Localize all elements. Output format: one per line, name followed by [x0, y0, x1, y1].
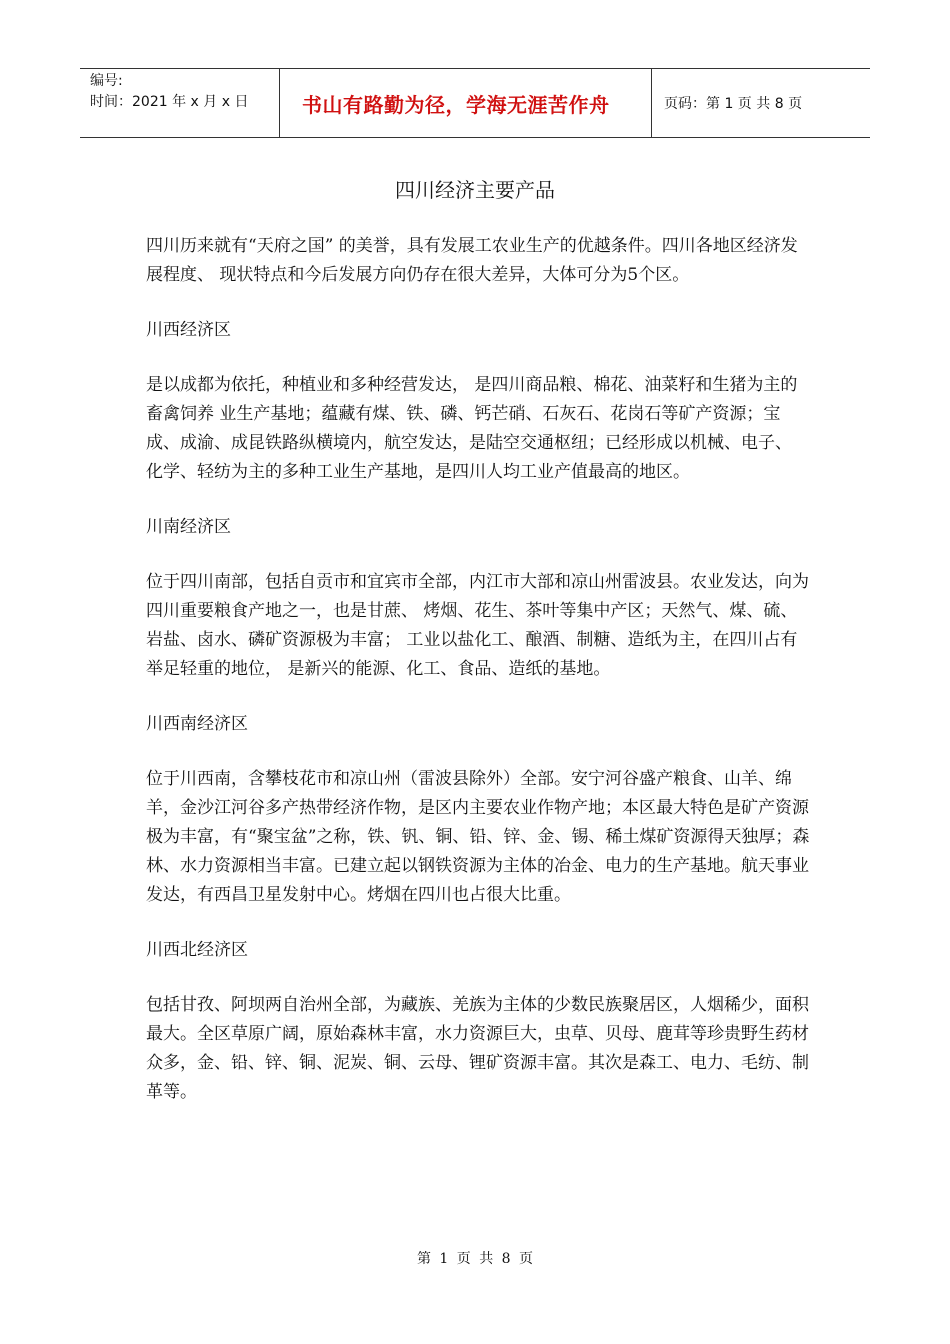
- header-motto: 书山有路勤为径，学海无涯苦作舟: [280, 69, 652, 137]
- section-paragraph-chuanxi: 是以成都为依托，种植业和多种经营发达， 是四川商品粮、棉花、油菜籽和生猪为主的畜禽饲养 业生产基地；蕴藏有煤、铁、磷、钙芒硝、石灰石、花岗石等矿产资源；宝成、成渝、成昆铁路纵横境内，航空发达，是陆空交通枢纽；已经形成以机械、电子、 化学、轻纺为主的多种工业生产基地，是四川人均工业产值最高的地区。: [146, 375, 798, 482]
- header-page-info: 页码：第 1 页 共 8 页: [664, 96, 803, 112]
- section-heading-chuanxibei: 川西北经济区: [146, 940, 248, 960]
- page-header: [80, 68, 870, 138]
- header-meta-cell: [80, 69, 280, 137]
- section-heading-chuanxi: 川西经济区: [146, 320, 231, 340]
- document-number-label: 编号:: [90, 73, 123, 89]
- section-heading-chuanxinan: 川西南经济区: [146, 714, 248, 734]
- document-time-label: 时间：2021 年 x 月 x 日: [90, 94, 249, 110]
- section-heading-chuannan: 川南经济区: [146, 517, 231, 537]
- section-paragraph-chuannan: 位于四川南部，包括自贡市和宜宾市全部，内江市大部和凉山州雷波县。农业发达，向为四川重要粮食产地之一，也是甘蔗、 烤烟、花生、茶叶等集中产区；天然气、煤、硫、岩盐、卤水、磷矿资源极为丰富； 工业以盐化工、酿酒、制糖、造纸为主，在四川占有举足轻重的地位， 是新兴的能源、化工、食品、造纸的基地。: [146, 572, 809, 679]
- section-paragraph-chuanxibei: 包括甘孜、阿坝两自治州全部，为藏族、羌族为主体的少数民族聚居区，人烟稀少，面积最大。全区草原广阔，原始森林丰富，水力资源巨大，虫草、贝母、鹿茸等珍贵野生药材众多，金、铅、锌、铜、泥炭、铜、云母、锂矿资源丰富。其次是森工、电力、毛纺、制革等。: [146, 995, 809, 1102]
- section-paragraph-chuanxinan: 位于川西南，含攀枝花市和凉山州（雷波县除外）全部。安宁河谷盛产粮食、山羊、绵羊，金沙江河谷多产热带经济作物，是区内主要农业作物产地；本区最大特色是矿产资源极为丰富，有“聚宝盆”之称，铁、钒、铜、铅、锌、金、锡、稀土煤矿资源得天独厚；森林、水力资源相当丰富。已建立起以钢铁资源为主体的冶金、电力的生产基地。航天事业发达，有西昌卫星发射中心。烤烟在四川也占很大比重。: [146, 769, 810, 905]
- document-title: 四川经济主要产品: [395, 178, 555, 202]
- document-body: [146, 232, 814, 1133]
- intro-paragraph: 四川历来就有“天府之国” 的美誉，具有发展工农业生产的优越条件。四川各地区经济发展程度、 现状特点和今后发展方向仍存在很大差异，大体可分为5个区。: [146, 236, 798, 285]
- page-footer: 第 1 页 共 8 页: [416, 1251, 534, 1267]
